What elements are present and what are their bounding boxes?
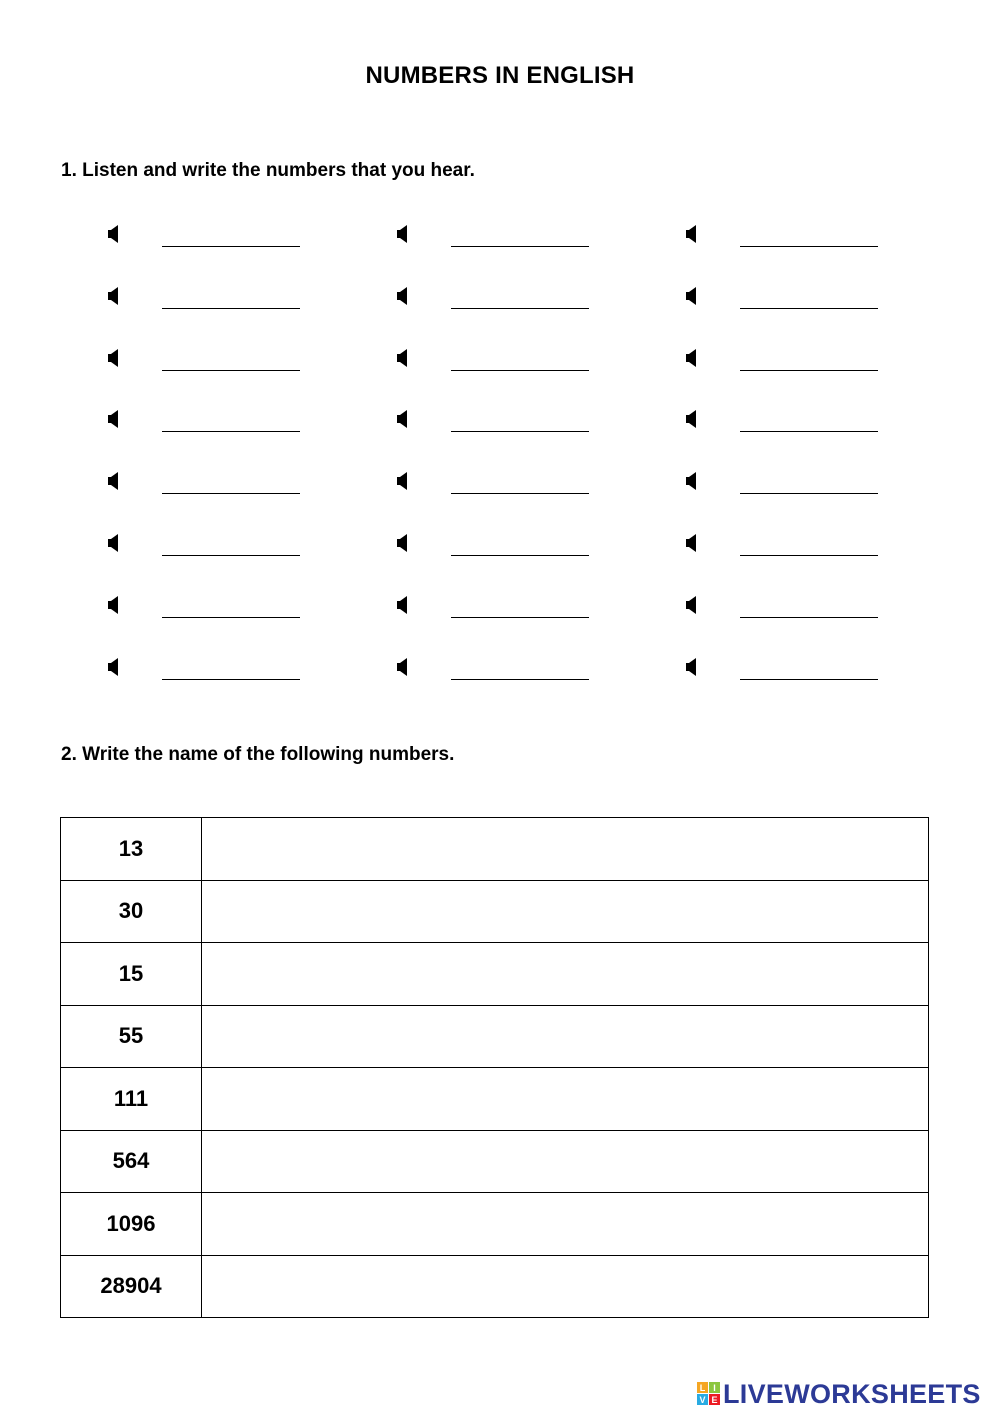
table-row — [61, 1255, 929, 1318]
speaker-icon — [397, 534, 409, 552]
speaker-icon — [686, 410, 698, 428]
play-audio-button[interactable] — [397, 287, 411, 305]
answer-blank[interactable] — [740, 535, 878, 556]
brand-text: LIVEWORKSHEETS — [723, 1378, 981, 1409]
play-audio-button[interactable] — [397, 472, 411, 490]
listening-item — [397, 286, 597, 316]
answer-blank[interactable] — [451, 535, 589, 556]
answer-blank[interactable] — [162, 411, 300, 432]
number-name-cell — [202, 880, 929, 943]
listening-item — [686, 657, 886, 687]
play-audio-button[interactable] — [108, 596, 122, 614]
table-row — [61, 880, 929, 943]
answer-blank[interactable] — [162, 350, 300, 371]
play-audio-button[interactable] — [108, 472, 122, 490]
play-audio-button[interactable] — [108, 225, 122, 243]
table-row — [61, 1005, 929, 1068]
speaker-icon — [108, 349, 120, 367]
listening-item — [397, 409, 597, 439]
number-name-input[interactable] — [202, 1006, 928, 1066]
number-cell: 55 — [61, 1005, 202, 1068]
listening-item — [397, 348, 597, 378]
listening-item — [108, 471, 308, 501]
speaker-icon — [397, 658, 409, 676]
play-audio-button[interactable] — [108, 349, 122, 367]
play-audio-button[interactable] — [686, 596, 700, 614]
logo-letter-4: E — [711, 1395, 718, 1405]
listening-item — [108, 224, 308, 254]
logo-letter-1: L — [699, 1383, 706, 1393]
speaker-icon — [686, 349, 698, 367]
number-name-input[interactable] — [202, 1194, 928, 1254]
number-name-cell — [202, 1130, 929, 1193]
listening-item — [686, 348, 886, 378]
listening-item — [686, 471, 886, 501]
table-row — [61, 1068, 929, 1131]
answer-blank[interactable] — [451, 473, 589, 494]
answer-blank[interactable] — [740, 350, 878, 371]
listening-item — [397, 224, 597, 254]
listening-item — [686, 224, 886, 254]
speaker-icon — [108, 225, 120, 243]
number-name-input[interactable] — [202, 1069, 928, 1129]
play-audio-button[interactable] — [686, 410, 700, 428]
listening-item — [686, 286, 886, 316]
listening-item — [397, 471, 597, 501]
speaker-icon — [397, 349, 409, 367]
answer-blank[interactable] — [740, 411, 878, 432]
number-name-cell — [202, 1193, 929, 1256]
speaker-icon — [686, 534, 698, 552]
play-audio-button[interactable] — [397, 658, 411, 676]
play-audio-button[interactable] — [686, 658, 700, 676]
table-row — [61, 1193, 929, 1256]
answer-blank[interactable] — [740, 288, 878, 309]
listening-item — [108, 533, 308, 563]
number-name-cell — [202, 943, 929, 1006]
answer-blank[interactable] — [162, 659, 300, 680]
number-name-cell — [202, 1005, 929, 1068]
number-cell: 1096 — [61, 1193, 202, 1256]
listening-item — [108, 595, 308, 625]
number-name-input[interactable] — [202, 819, 928, 879]
number-cell: 111 — [61, 1068, 202, 1131]
play-audio-button[interactable] — [108, 410, 122, 428]
listening-grid — [0, 0, 1000, 700]
number-cell: 13 — [61, 818, 202, 881]
play-audio-button[interactable] — [108, 534, 122, 552]
speaker-icon — [108, 410, 120, 428]
listening-item — [686, 595, 886, 625]
number-name-input[interactable] — [202, 1256, 928, 1316]
table-row — [61, 818, 929, 881]
table-row — [61, 943, 929, 1006]
logo-letter-2: I — [713, 1383, 716, 1393]
answer-blank[interactable] — [162, 288, 300, 309]
exercise-1-instruction: 1. Listen and write the numbers that you hear. — [61, 160, 475, 181]
number-name-input[interactable] — [202, 881, 928, 941]
play-audio-button[interactable] — [397, 410, 411, 428]
exercise-2-instruction: 2. Write the name of the following numbers. — [61, 744, 455, 765]
number-cell: 30 — [61, 880, 202, 943]
speaker-icon — [397, 410, 409, 428]
answer-blank[interactable] — [451, 226, 589, 247]
speaker-icon — [108, 596, 120, 614]
logo-letter-3: V — [699, 1395, 706, 1405]
answer-blank[interactable] — [162, 597, 300, 618]
speaker-icon — [397, 287, 409, 305]
play-audio-button[interactable] — [108, 658, 122, 676]
play-audio-button[interactable] — [686, 349, 700, 367]
listening-item — [108, 657, 308, 687]
listening-item — [686, 533, 886, 563]
play-audio-button[interactable] — [397, 225, 411, 243]
listening-item — [108, 409, 308, 439]
number-name-input[interactable] — [202, 1131, 928, 1191]
speaker-icon — [108, 287, 120, 305]
answer-blank[interactable] — [162, 473, 300, 494]
speaker-icon — [108, 658, 120, 676]
speaker-icon — [397, 472, 409, 490]
liveworksheets-brand — [697, 1378, 981, 1410]
speaker-icon — [397, 225, 409, 243]
answer-blank[interactable] — [451, 659, 589, 680]
page-title: NUMBERS IN ENGLISH — [365, 62, 635, 89]
number-names-table — [60, 817, 929, 1318]
liveworksheets-logo-icon — [697, 1380, 721, 1408]
speaker-icon — [397, 596, 409, 614]
listening-item — [397, 533, 597, 563]
play-audio-button[interactable] — [686, 225, 700, 243]
play-audio-button[interactable] — [397, 596, 411, 614]
listening-item — [686, 409, 886, 439]
play-audio-button[interactable] — [108, 287, 122, 305]
number-name-cell — [202, 1255, 929, 1318]
number-cell: 564 — [61, 1130, 202, 1193]
number-name-cell — [202, 1068, 929, 1131]
answer-blank[interactable] — [451, 350, 589, 371]
speaker-icon — [686, 472, 698, 490]
play-audio-button[interactable] — [686, 287, 700, 305]
speaker-icon — [686, 287, 698, 305]
speaker-icon — [108, 472, 120, 490]
number-name-cell — [202, 818, 929, 881]
number-cell: 28904 — [61, 1255, 202, 1318]
listening-item — [397, 595, 597, 625]
play-audio-button[interactable] — [686, 534, 700, 552]
answer-blank[interactable] — [162, 535, 300, 556]
answer-blank[interactable] — [451, 597, 589, 618]
answer-blank[interactable] — [451, 288, 589, 309]
answer-blank[interactable] — [451, 411, 589, 432]
answer-blank[interactable] — [162, 226, 300, 247]
speaker-icon — [686, 658, 698, 676]
play-audio-button[interactable] — [686, 472, 700, 490]
speaker-icon — [108, 534, 120, 552]
answer-blank[interactable] — [740, 659, 878, 680]
table-row — [61, 1130, 929, 1193]
answer-blank[interactable] — [740, 597, 878, 618]
play-audio-button[interactable] — [397, 349, 411, 367]
number-cell: 15 — [61, 943, 202, 1006]
listening-item — [397, 657, 597, 687]
listening-item — [108, 286, 308, 316]
speaker-icon — [686, 225, 698, 243]
number-name-input[interactable] — [202, 944, 928, 1004]
answer-blank[interactable] — [740, 473, 878, 494]
speaker-icon — [686, 596, 698, 614]
play-audio-button[interactable] — [397, 534, 411, 552]
answer-blank[interactable] — [740, 226, 878, 247]
listening-item — [108, 348, 308, 378]
